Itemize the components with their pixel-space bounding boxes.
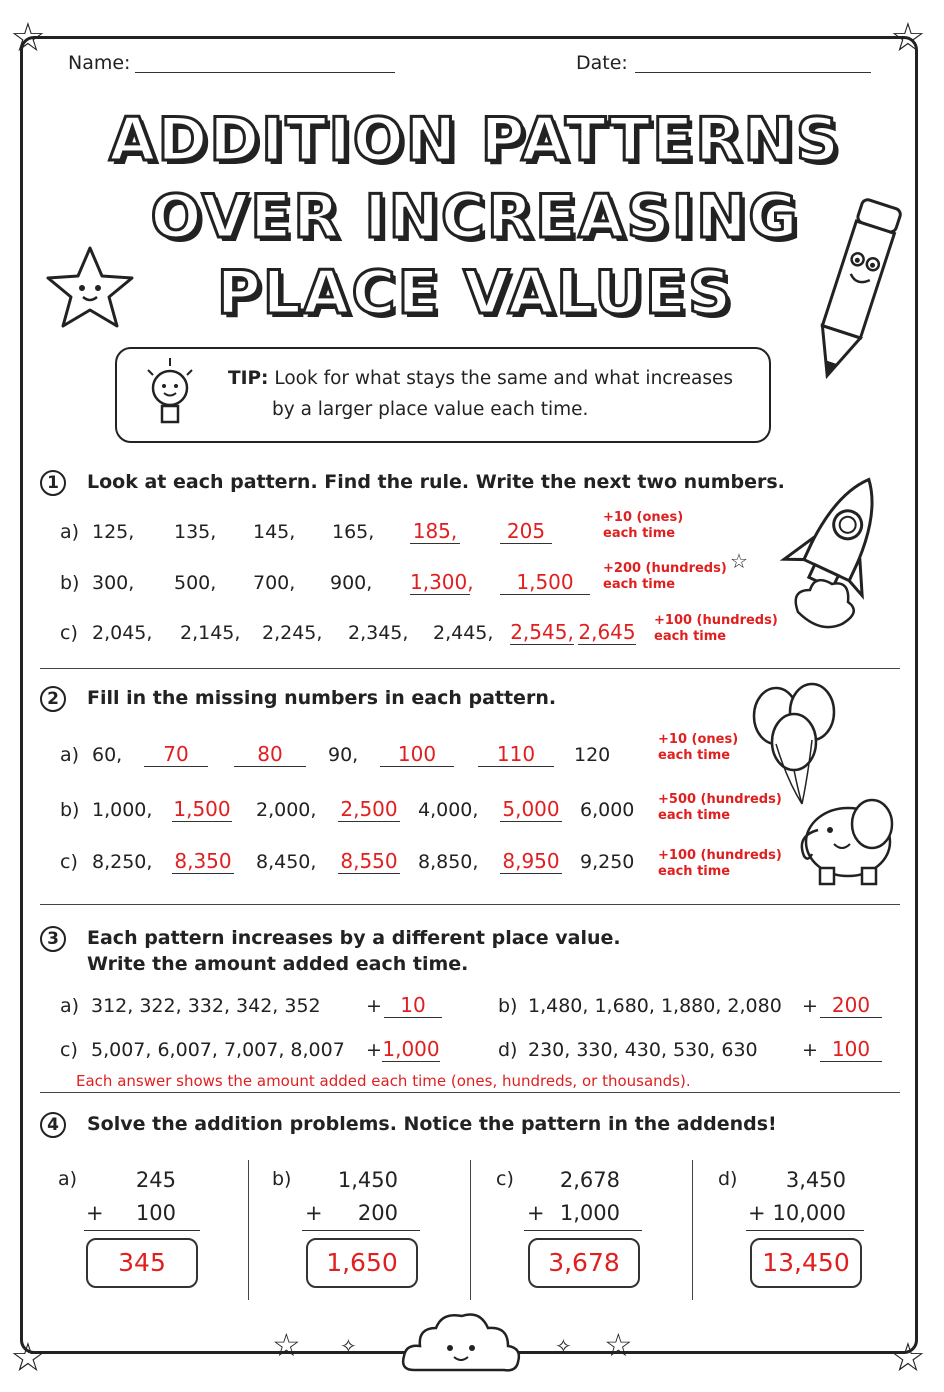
problem-label: b) xyxy=(272,1168,292,1190)
pattern-number: 2,145, xyxy=(180,622,241,644)
answer-field[interactable]: 110 xyxy=(478,742,554,767)
section-divider xyxy=(40,904,900,905)
pattern-number: 8,250, xyxy=(92,851,153,873)
pencil-character-icon xyxy=(800,190,910,390)
section-divider xyxy=(40,668,900,669)
addend-bottom: 100 xyxy=(135,1201,176,1225)
section-4-number: 4 xyxy=(40,1112,66,1138)
page-title-line-2: OVER INCREASING xyxy=(150,182,800,252)
rule-note: +10 (ones) xyxy=(658,732,739,747)
addend-bottom: 10,000 xyxy=(772,1201,846,1225)
rule-note: +10 (ones) xyxy=(603,510,684,525)
pattern-number: 2,345, xyxy=(348,622,409,644)
pattern-number: 145, xyxy=(253,521,296,543)
answer-field[interactable]: 70 xyxy=(144,742,208,767)
answer-field[interactable]: 205 xyxy=(500,519,552,544)
sum-line xyxy=(302,1230,420,1231)
plus-sign: + xyxy=(802,995,818,1017)
pattern-number: 300, xyxy=(92,572,135,594)
tip-box xyxy=(115,347,771,443)
item-label: d) xyxy=(498,1039,518,1061)
pattern-number: 1,000, xyxy=(92,799,153,821)
pattern-number: 8,450, xyxy=(256,851,317,873)
plus-sign: + xyxy=(802,1039,818,1061)
row-label: a) xyxy=(60,744,80,766)
answer-field[interactable]: 1,000 xyxy=(382,1037,440,1061)
answer-field[interactable]: 8,350 xyxy=(172,849,234,874)
column-divider xyxy=(248,1160,249,1300)
rule-note: each time xyxy=(658,864,731,879)
page-title-line-1: ADDITION PATTERNS xyxy=(109,105,841,175)
addend-top: 3,450 xyxy=(785,1168,846,1192)
addend-top: 245 xyxy=(135,1168,176,1192)
corner-star-icon: ☆ xyxy=(890,15,926,61)
rule-note: each time xyxy=(603,577,676,592)
answer-field[interactable]: 5,000 xyxy=(500,797,562,822)
pattern-number: 2,045, xyxy=(92,622,153,644)
rule-note: +100 (hundreds) xyxy=(654,613,778,628)
pattern-number: 900, xyxy=(330,572,373,594)
section-3-note: Each answer shows the amount added each time (ones, hundreds, or thousands). xyxy=(76,1072,691,1090)
pattern-number: 500, xyxy=(174,572,217,594)
pattern-number: 125, xyxy=(92,521,135,543)
addend-bottom: 1,000 xyxy=(559,1201,620,1225)
footer-star-icon: ☆ xyxy=(272,1326,301,1364)
pattern-sequence: 312, 322, 332, 342, 352 xyxy=(91,995,321,1017)
pattern-number: 135, xyxy=(174,521,217,543)
plus-sign: + xyxy=(748,1201,766,1225)
answer-field[interactable]: 100 xyxy=(380,742,454,767)
answer-field[interactable]: 80 xyxy=(234,742,306,767)
answer-field[interactable]: 1,500 xyxy=(500,570,590,595)
rocket-icon xyxy=(770,462,900,642)
answer-field[interactable]: 1,300, xyxy=(410,570,474,594)
corner-star-icon: ☆ xyxy=(10,1335,46,1381)
pattern-sequence: 5,007, 6,007, 7,007, 8,007 xyxy=(91,1039,345,1061)
section-2-instruction: Fill in the missing numbers in each pattern. xyxy=(87,687,557,709)
pattern-number: 700, xyxy=(253,572,296,594)
footer-sparkle-icon: ✧ xyxy=(340,1334,357,1358)
rule-note: +500 (hundreds) xyxy=(658,792,782,807)
pattern-number: 165, xyxy=(332,521,375,543)
answer-field[interactable]: 2,545, xyxy=(510,620,574,644)
problem-label: d) xyxy=(718,1168,738,1190)
problem-label: c) xyxy=(496,1168,514,1190)
row-label: b) xyxy=(60,572,80,594)
answer-field[interactable]: 200 xyxy=(820,993,882,1018)
section-3-instruction-1: Each pattern increases by a different place value. xyxy=(87,927,621,949)
footer-star-icon: ☆ xyxy=(604,1326,633,1364)
date-field[interactable] xyxy=(635,72,871,73)
tip-line-1: TIP: Look for what stays the same and what increases xyxy=(228,368,734,389)
rule-note: each time xyxy=(654,629,727,644)
row-label: c) xyxy=(60,622,78,644)
answer-box[interactable]: 345 xyxy=(86,1238,198,1288)
answer-field[interactable]: 185, xyxy=(410,519,460,544)
section-divider xyxy=(40,1092,900,1093)
pattern-sequence: 1,480, 1,680, 1,880, 2,080 xyxy=(528,995,782,1017)
problem-label: a) xyxy=(58,1168,78,1190)
name-label: Name: xyxy=(68,52,131,74)
pattern-number: 4,000, xyxy=(418,799,479,821)
answer-field[interactable]: 8,950 xyxy=(500,849,562,874)
sparkle-star-icon: ☆ xyxy=(730,549,748,573)
pattern-number: 2,445, xyxy=(433,622,494,644)
name-field[interactable] xyxy=(135,72,395,73)
pattern-sequence: 230, 330, 430, 530, 630 xyxy=(528,1039,758,1061)
pattern-number: 2,245, xyxy=(262,622,323,644)
corner-star-icon: ☆ xyxy=(10,15,46,61)
answer-field[interactable]: 2,500 xyxy=(338,797,400,822)
row-label: b) xyxy=(60,799,80,821)
plus-sign: + xyxy=(366,995,382,1017)
item-label: b) xyxy=(498,995,518,1017)
addend-top: 1,450 xyxy=(337,1168,398,1192)
lightbulb-icon xyxy=(140,356,200,436)
section-2-number: 2 xyxy=(40,686,66,712)
row-label: c) xyxy=(60,851,78,873)
sum-line xyxy=(524,1230,642,1231)
tip-line-2: by a larger place value each time. xyxy=(272,399,589,420)
rule-note: +200 (hundreds) xyxy=(603,561,727,576)
answer-field[interactable]: 100 xyxy=(820,1037,882,1062)
sum-line xyxy=(746,1230,864,1231)
section-4-instruction: Solve the addition problems. Notice the pattern in the addends! xyxy=(87,1113,777,1135)
plus-sign: + xyxy=(366,1039,382,1061)
section-1-instruction: Look at each pattern. Find the rule. Write the next two numbers. xyxy=(87,471,785,493)
pattern-number: 120 xyxy=(574,744,611,766)
answer-field[interactable]: 2,645 xyxy=(578,620,636,644)
pattern-number: 60, xyxy=(92,744,123,766)
row-label: a) xyxy=(60,521,80,543)
answer-box[interactable]: 13,450 xyxy=(750,1238,862,1288)
answer-field[interactable]: 1,500 xyxy=(173,797,231,821)
addend-bottom: 200 xyxy=(357,1201,398,1225)
plus-sign: + xyxy=(86,1201,104,1225)
answer-box[interactable]: 3,678 xyxy=(528,1238,640,1288)
answer-field[interactable]: 10 xyxy=(384,993,442,1018)
item-label: c) xyxy=(60,1039,78,1061)
section-3-instruction-2: Write the amount added each time. xyxy=(87,953,469,975)
cloud-character-icon xyxy=(400,1306,524,1378)
answer-field[interactable]: 8,550 xyxy=(338,849,400,874)
pattern-number: 8,850, xyxy=(418,851,479,873)
section-3-number: 3 xyxy=(40,926,66,952)
item-label: a) xyxy=(60,995,80,1017)
star-character-icon xyxy=(40,240,140,330)
footer-sparkle-icon: ✧ xyxy=(555,1334,572,1358)
column-divider xyxy=(470,1160,471,1300)
rule-note: +100 (hundreds) xyxy=(658,848,782,863)
answer-box[interactable]: 1,650 xyxy=(306,1238,418,1288)
pattern-number: 90, xyxy=(328,744,359,766)
plus-sign: + xyxy=(527,1201,545,1225)
pattern-number: 6,000 xyxy=(580,799,635,821)
corner-star-icon: ☆ xyxy=(890,1335,926,1381)
pattern-number: 9,250 xyxy=(580,851,635,873)
page-title-line-3: PLACE VALUES xyxy=(216,258,734,328)
rule-note: each time xyxy=(658,748,731,763)
elephant-icon xyxy=(790,780,905,890)
sum-line xyxy=(84,1230,200,1231)
pattern-number: 2,000, xyxy=(256,799,317,821)
section-1-number: 1 xyxy=(40,470,66,496)
plus-sign: + xyxy=(305,1201,323,1225)
date-label: Date: xyxy=(576,52,628,74)
addend-top: 2,678 xyxy=(559,1168,620,1192)
rule-note: each time xyxy=(658,808,731,823)
column-divider xyxy=(692,1160,693,1300)
rule-note: each time xyxy=(603,526,676,541)
